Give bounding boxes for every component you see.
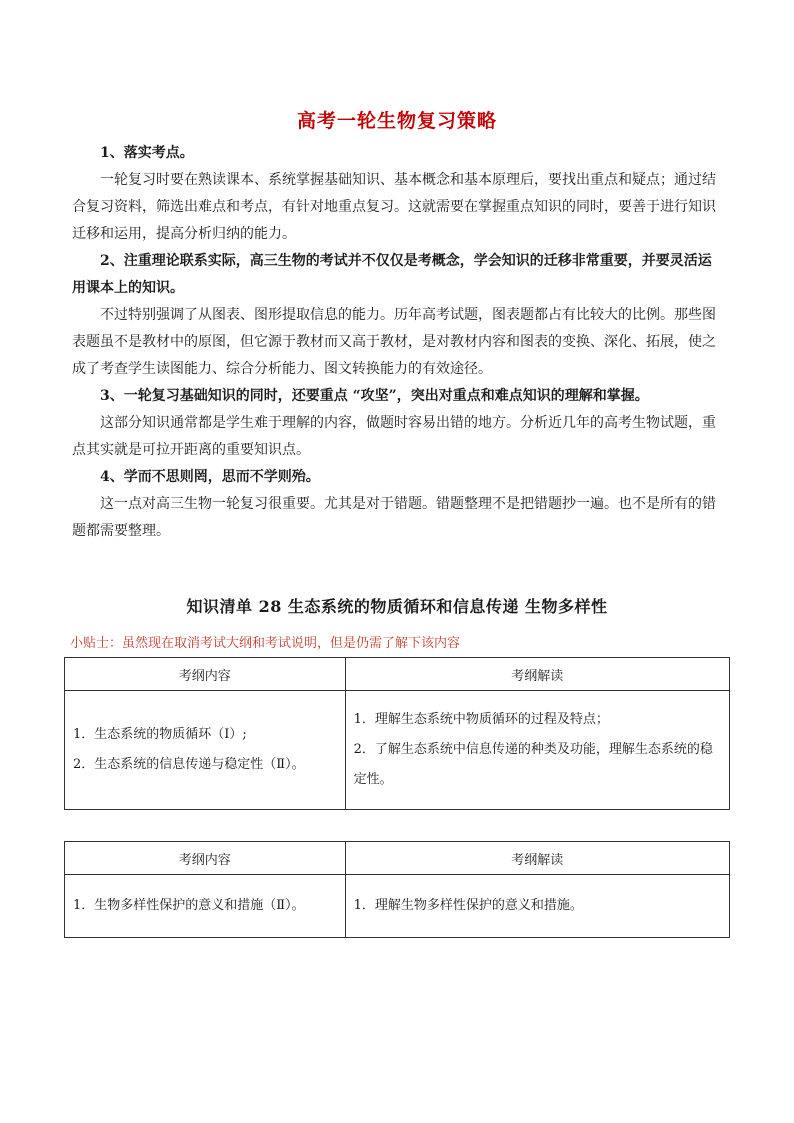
strategy-body [72, 140, 724, 545]
content-line: 1．生物多样性保护的意义和措施（Ⅱ）。 [73, 898, 305, 913]
syllabus-table-1 [64, 657, 730, 810]
heading-3: 3、一轮复习基础知识的同时，还要重点 “攻坚”，突出对重点和难点知识的理解和掌握。 [100, 388, 649, 404]
content-cell [65, 691, 346, 810]
table-header-row [65, 658, 730, 691]
content-cell [65, 875, 346, 938]
heading-2: 2、注重理论联系实际，高三生物的考试并不仅仅是考概念，学会知识的迁移非常重要，并要灵活运用课本上的知识。 [72, 253, 712, 296]
interpretation-cell [345, 691, 729, 810]
table-row [65, 691, 730, 810]
table-header-row [65, 842, 730, 875]
header-interpretation: 考纲解读 [345, 842, 729, 875]
heading-1: 1、落实考点。 [100, 145, 194, 161]
paragraph-3: 这部分知识通常都是学生难于理解的内容，做题时容易出错的地方。分析近几年的高考生物试题，重点其实就是可拉开距离的重要知识点。 [72, 415, 716, 458]
heading-4: 4、学而不思则罔，思而不学则殆。 [100, 469, 320, 485]
table-row [65, 875, 730, 938]
page-title: 高考一轮生物复习策略 [296, 110, 497, 132]
content-line: 1．生态系统的物质循环（Ⅰ）; [73, 727, 247, 742]
interpretation-line: 2．了解生态系统中信息传递的种类及功能，理解生态系统的稳定性。 [353, 742, 713, 787]
header-content: 考纲内容 [65, 842, 346, 875]
section-title: 知识清单 28 生态系统的物质循环和信息传递 生物多样性 [186, 597, 608, 616]
paragraph-1: 一轮复习时要在熟读课本、系统掌握基础知识、基本概念和基本原理后，要找出重点和疑点；通过结合复习资料，筛选出难点和考点，有针对地重点复习。这就需要在掌握重点知识的同时，要善于进行知识迁移和运用，提高分析归纳的能力。 [72, 172, 716, 242]
content-line: 2．生态系统的信息传递与稳定性（Ⅱ）。 [73, 757, 305, 772]
header-interpretation: 考纲解读 [345, 658, 729, 691]
syllabus-table-2 [64, 841, 730, 938]
interpretation-line: 1．理解生态系统中物质循环的过程及特点； [353, 712, 609, 727]
paragraph-4: 这一点对高三生物一轮复习很重要。尤其是对于错题。错题整理不是把错题抄一遍。也不是所有的错题都需要整理。 [72, 496, 716, 539]
interpretation-line: 1．理解生物多样性保护的意义和措施。 [353, 898, 583, 913]
paragraph-2: 不过特别强调了从图表、图形提取信息的能力。历年高考试题，图表题都占有比较大的比例。那些图表题虽不是教材中的原图，但它源于教材而又高于教材，是对教材内容和图表的变换、深化、拓展，使之成了考查学生读图能力、综合分析能力、图文转换能力的有效途径。 [72, 307, 716, 377]
header-content: 考纲内容 [65, 658, 346, 691]
interpretation-cell [345, 875, 729, 938]
tip-note: 小贴士：虽然现在取消考试大纲和考试说明，但是仍需了解下该内容 [70, 636, 461, 651]
